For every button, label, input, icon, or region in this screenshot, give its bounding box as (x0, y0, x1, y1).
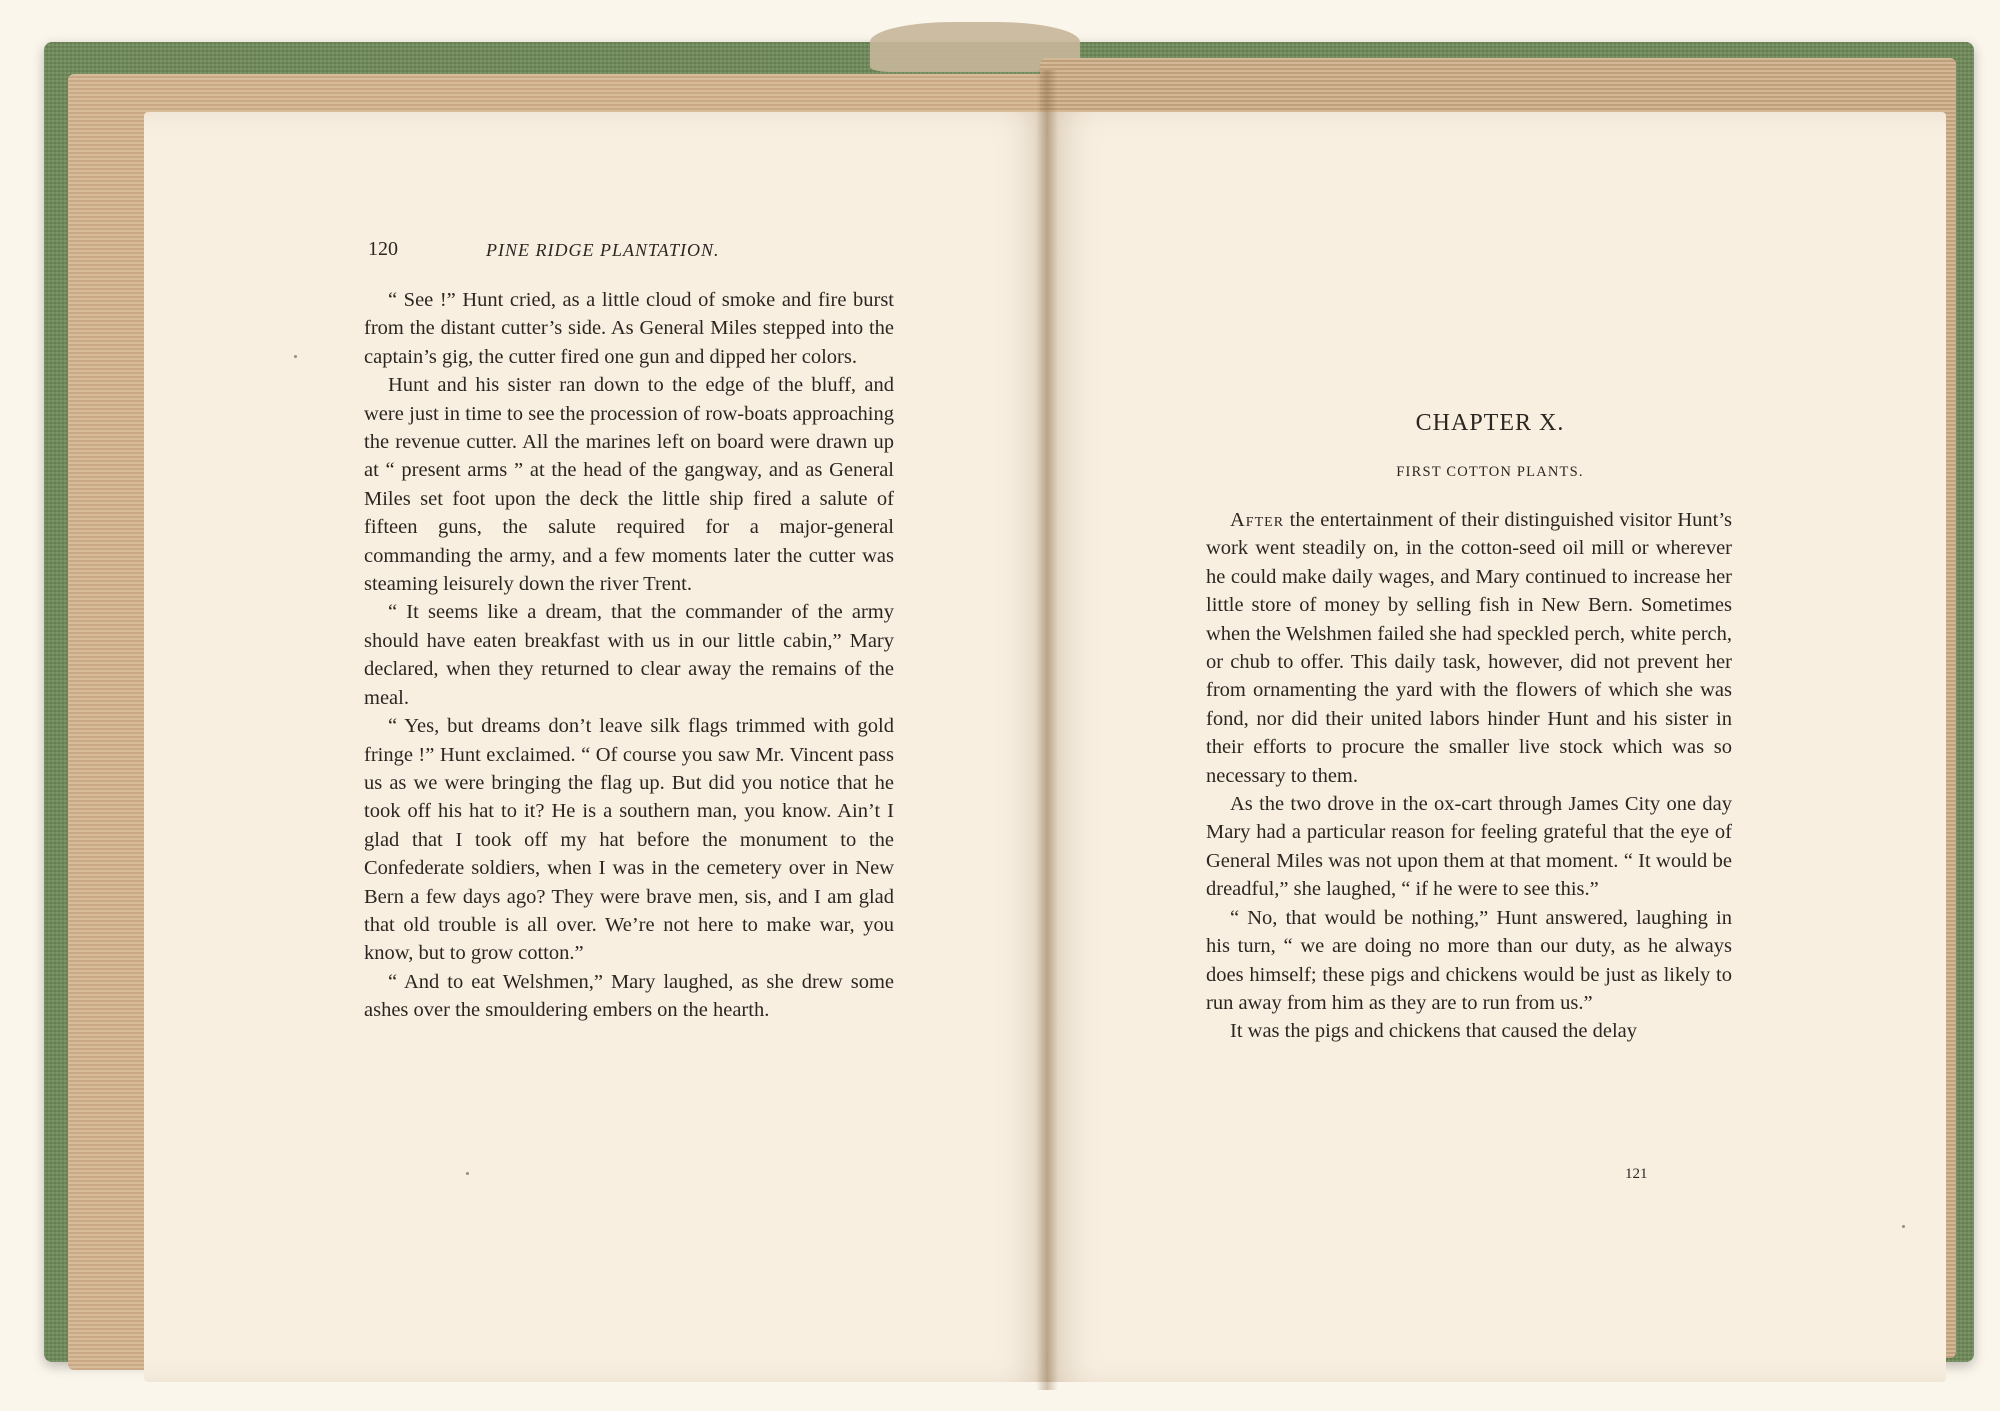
left-page-number: 120 (368, 238, 398, 260)
paper-speck (1902, 1225, 1905, 1228)
opening-paragraph (1206, 506, 1732, 790)
opening-paragraph-text: the entertainment of their distinguished visitor Hunt’s work went steadily on, in the cotton-seed oil mill or wherever he could make daily wages, and Mary continued to increase her little store of money by selling fish in New Bern. Sometimes when the Welshmen failed she had speckled perch, white perch, or chub to offer. This daily task, however, did not prevent her from ornamenting the yard with the flowers of which she was fond, nor did their united labors hinder Hunt and his sister in their efforts to procure the smaller live stock which was so necessary to them. (1206, 509, 1732, 787)
book-gutter (1036, 70, 1058, 1390)
chapter-subtitle: FIRST COTTON PLANTS. (1396, 464, 1584, 480)
paragraph: Hunt and his sister ran down to the edge of the bluff, and were just in time to see the procession of row-boats approaching the revenue cutter. All the marines left on board were drawn up at “ present arms ” at the head of the gangway, and as General Miles set foot upon the deck the little ship fired a salute of fifteen guns, the salute required for a major-general commanding the army, and a few moments later the cutter was steaming leisurely down the river Trent. (364, 374, 894, 596)
right-page-body (1206, 506, 1732, 1046)
paper-speck (466, 1172, 469, 1175)
paragraph: “ It seems like a dream, that the commander of the army should have eaten breakfast with us in our little cabin,” Mary declared, when they returned to clear away the remains of the meal. (364, 601, 894, 709)
paragraph: It was the pigs and chickens that caused the delay (1230, 1020, 1638, 1043)
opening-word: After (1230, 509, 1285, 531)
paragraph: “ And to eat Welshmen,” Mary laughed, as she drew some ashes over the smouldering embers on the hearth. (364, 970, 894, 1022)
right-page-number: 121 (1625, 1166, 1648, 1182)
paragraph: “ No, that would be nothing,” Hunt answered, laughing in his turn, “ we are doing no more than our duty, as he always does himself; these pigs and chickens would be just as likely to run away from him as they are to run from us.” (1206, 906, 1732, 1014)
paragraph: “ See !” Hunt cried, as a little cloud of smoke and fire burst from the distant cutter’s side. As General Miles stepped into the captain’s gig, the cutter fired one gun and dipped her colors. (364, 289, 894, 368)
paragraph: “ Yes, but dreams don’t leave silk flags trimmed with gold fringe !” Hunt exclaimed. “ Of course you saw Mr. Vincent pass us as we were bringing the flag up. But did you notice that he took off his hat to it? He is a southern man, you know. Ain’t I glad that I took off my hat before the monument to the Confederate soldiers, when I was in the cemetery over in New Bern a few days ago? They were brave men, sis, and I am glad that old trouble is all over. We’re not here to make war, you know, but to grow cotton.” (364, 715, 894, 965)
paper-speck (294, 355, 297, 358)
left-page-header (368, 238, 888, 268)
running-head: PINE RIDGE PLANTATION. (486, 240, 720, 260)
chapter-title: CHAPTER X. (1415, 410, 1565, 436)
left-page-body (364, 286, 894, 1025)
paragraph: As the two drove in the ox-cart through James City one day Mary had a particular reason for feeling grateful that the eye of General Miles was not upon them at that moment. “ It would be dreadful,” she laughed, “ if he were to see this.” (1206, 793, 1732, 901)
